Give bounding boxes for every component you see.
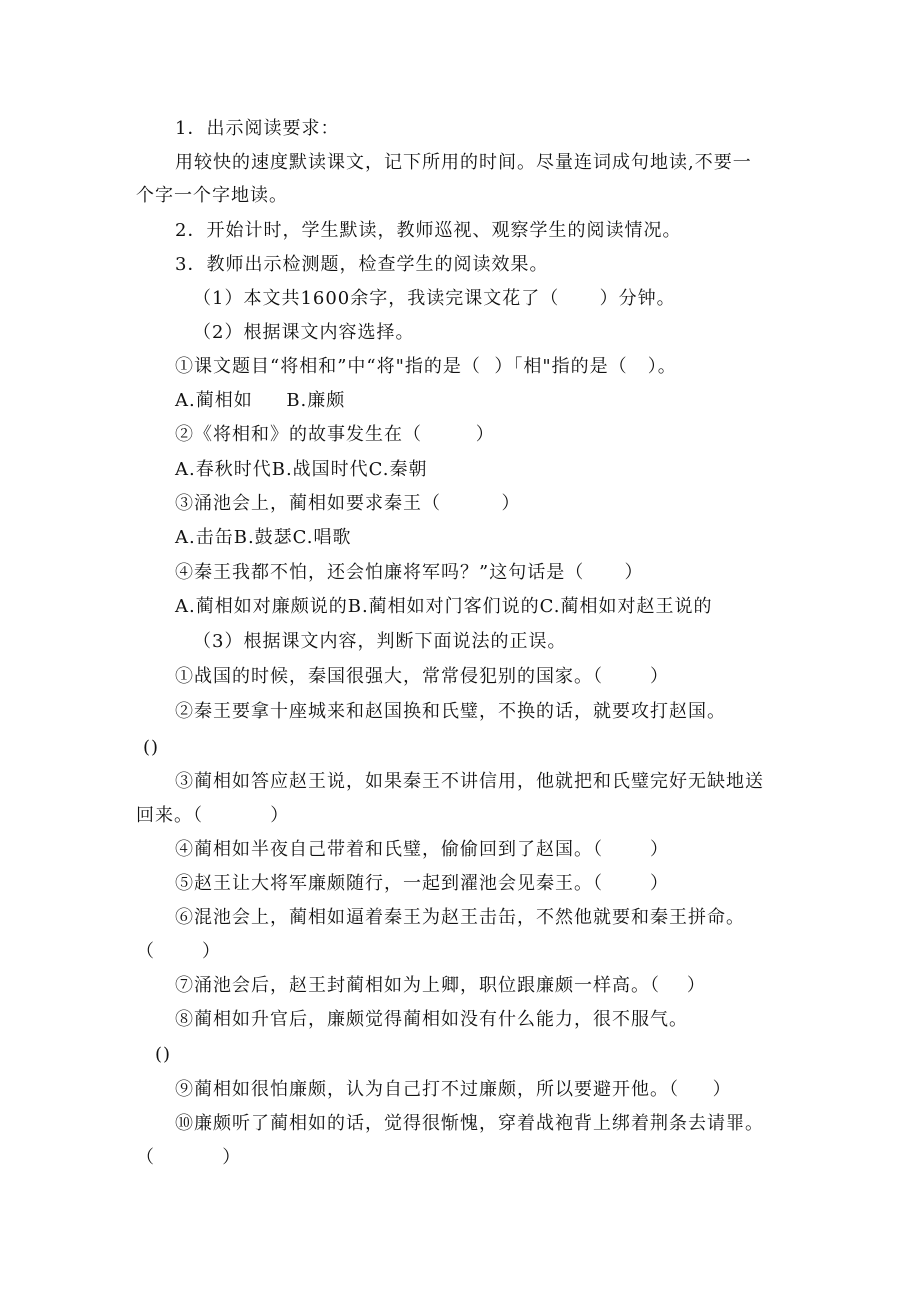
text-line: ⑥混池会上，蔺相如逼着秦王为赵王击缶，不然他就要和秦王拼命。 [175, 907, 745, 928]
text-line: A.蔺相如对廉颇说的B.蔺相如对门客们说的C.蔺相如对赵王说的 [175, 596, 713, 617]
text-line: ⑨蔺相如很怕廉颇，认为自己打不过廉颇，所以要避开他。（ ） [175, 1079, 732, 1100]
text-line: （1）本文共1600余字，我读完课文花了（ ）分钟。 [193, 288, 676, 309]
text-line: ⑤赵王让大将军廉颇随行，一起到濯池会见秦王。（ ） [175, 873, 670, 894]
text-line: ④蔺相如半夜自己带着和氏璧，偷偷回到了赵国。（ ） [175, 839, 670, 860]
text-line: ③蔺相如答应赵王说，如果秦王不讲信用，他就把和氏璧完好无缺地送 [175, 771, 764, 792]
text-line: 1．出示阅读要求： [175, 118, 340, 139]
text-line: （ ） [136, 941, 222, 962]
text-line: 个字一个字地读。 [136, 185, 288, 206]
text-line: ②《将相和》的故事发生在（ ） [175, 424, 495, 445]
text-line: （ ） [136, 1147, 242, 1168]
text-line: ⑧蔺相如升官后，廉颇觉得蔺相如没有什么能力，很不服气。 [175, 1009, 688, 1030]
text-line: () [143, 737, 160, 758]
text-line: 3．教师出示检测题，检查学生的阅读效果。 [175, 254, 549, 275]
text-line: A.蔺相如 B.廉颇 [175, 390, 346, 411]
text-line: A.击缶B.鼓瑟C.唱歌 [175, 527, 352, 548]
text-line: ⑦涌池会后，赵王封蔺相如为上卿，职位跟廉颇一样高。（ ） [175, 975, 706, 996]
text-line: ⑩廉颇听了蔺相如的话，觉得很惭愧，穿着战袍背上绑着荆条去请罪。 [175, 1113, 764, 1134]
text-line: 2．开始计时，学生默读，教师巡视、观察学生的阅读情况。 [175, 220, 682, 241]
text-line: 回来。（ ） [136, 805, 290, 826]
text-line: A.春秋时代B.战国时代C.秦朝 [175, 459, 428, 480]
text-line: ③涌池会上，蔺相如要求秦王（ ） [175, 493, 521, 514]
text-line: ②秦王要拿十座城来和赵国换和氏璧，不换的话，就要攻打赵国。 [175, 701, 726, 722]
text-line: ①课文题目“将相和”中“将"指的是（ ）「相"指的是（ ）。 [175, 356, 677, 377]
text-line: ①战国的时候，秦国很强大，常常侵犯别的国家。（ ） [175, 666, 670, 687]
text-line: （3）根据课文内容，判断下面说法的正误。 [193, 631, 567, 652]
text-line: ④秦王我都不怕，还会怕廉将军吗？”这句话是（ ） [175, 562, 644, 583]
text-line: () [155, 1044, 172, 1065]
text-line: （2）根据课文内容选择。 [193, 322, 415, 343]
text-line: 用较快的速度默读课文，记下所用的时间。尽量连词成句地读,不要一 [175, 152, 752, 173]
